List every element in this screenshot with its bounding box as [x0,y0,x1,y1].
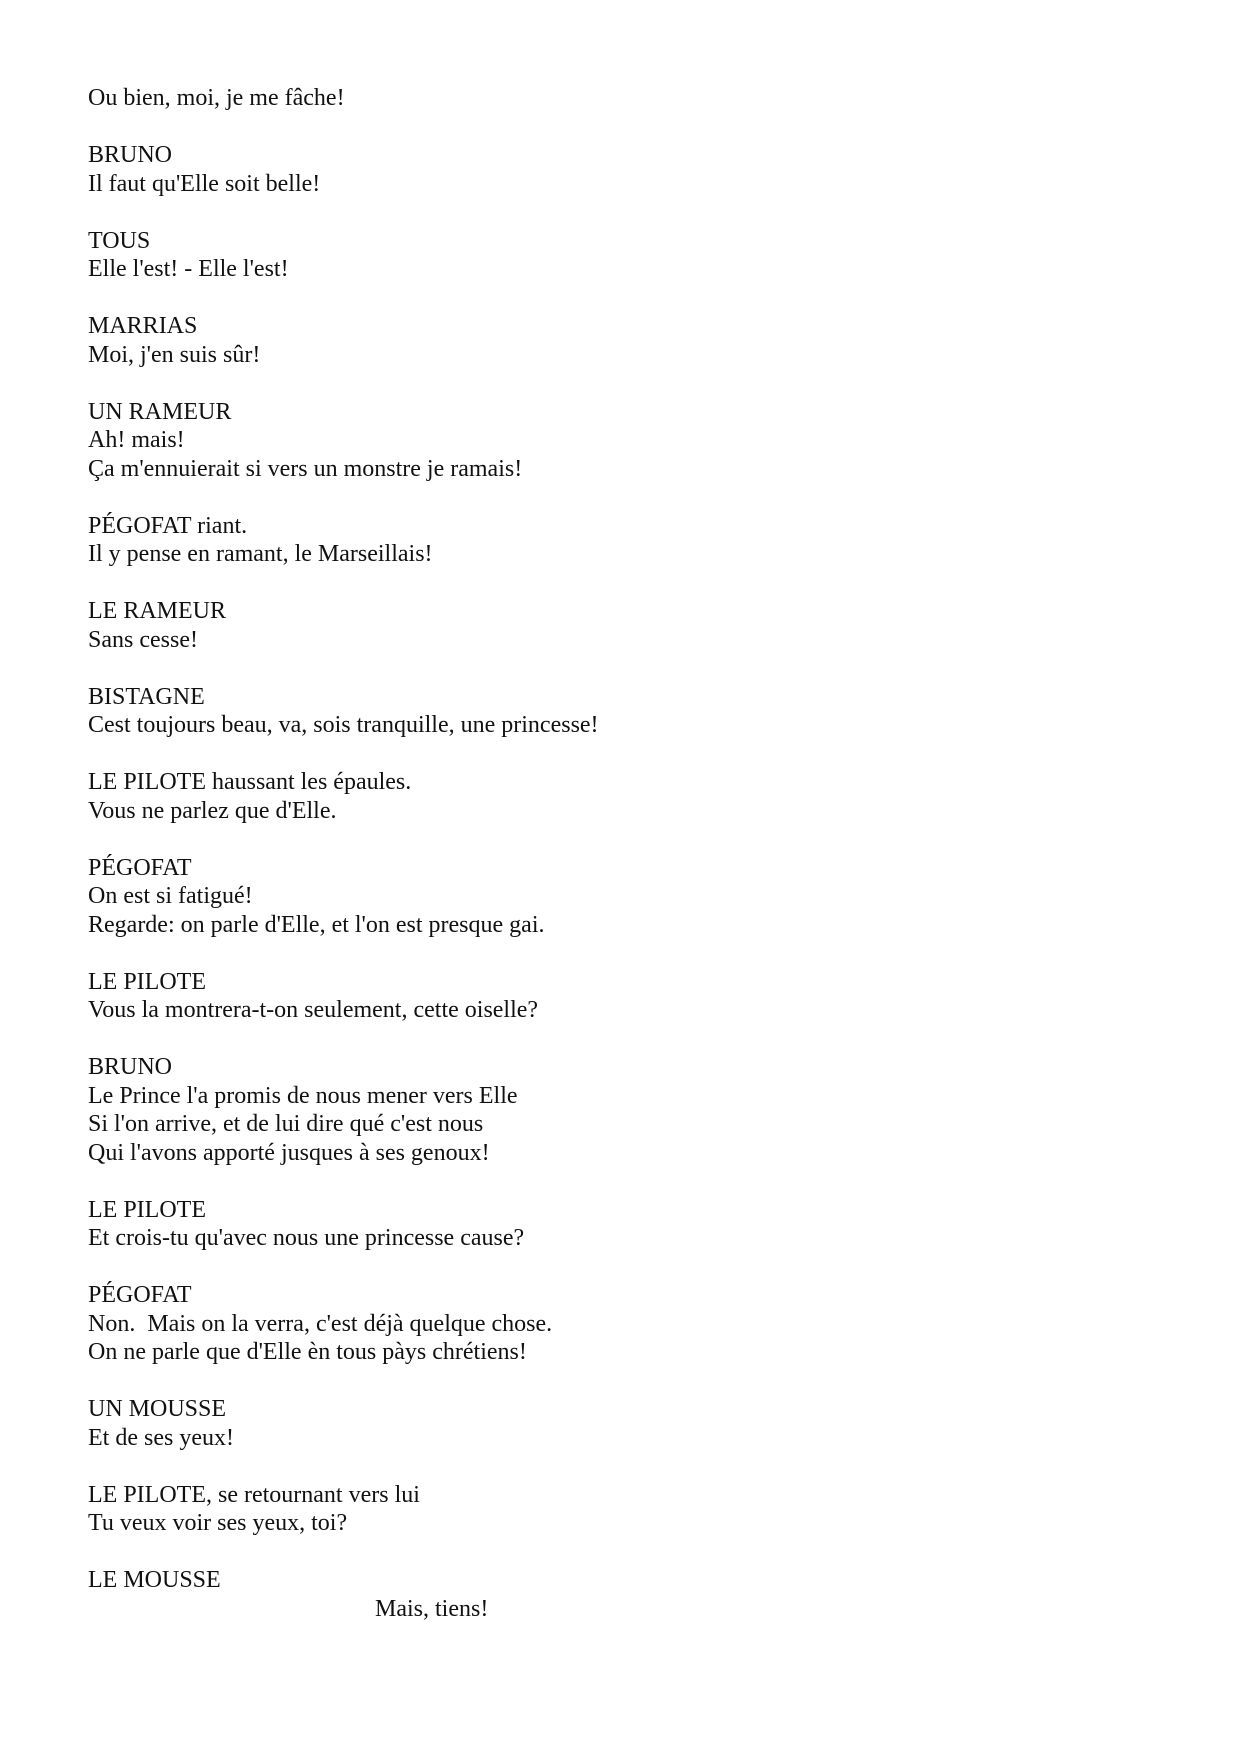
dialogue-line: Sans cesse! [88,626,198,653]
dialogue-line: Vous la montrera-t-on seulement, cette oiselle? [88,997,539,1023]
speaker-name: TOUS [88,227,151,254]
speaker-name: LE MOUSSE [88,1567,221,1593]
dialogue-block [88,141,1188,198]
dialogue-block [88,312,1188,369]
dialogue-block [88,1481,1188,1538]
speaker-name: LE PILOTE [88,1196,206,1223]
dialogue-block [88,1053,1188,1167]
dialogue-line: Vous ne parlez que d'Elle. [88,797,337,824]
dialogue-block [88,1196,1188,1253]
dialogue-block [88,968,1188,1025]
dialogue-line: Ah! mais! [88,427,185,453]
play-script-text [88,84,1188,1623]
dialogue-line: Il faut qu'Elle soit belle! [88,170,321,197]
speaker-name: LE PILOTE haussant les épaules. [88,769,412,795]
dialogue-line: Si l'on arrive, et de lui dire qué c'est nous [88,1111,484,1137]
dialogue-line: Tu veux voir ses yeux, toi? [88,1510,348,1536]
dialogue-block [88,854,1188,940]
dialogue-line: Cest toujours beau, va, sois tranquille, une princesse! [88,712,599,738]
speaker-name: BISTAGNE [88,683,205,710]
dialogue-block [88,768,1188,825]
speaker-name: UN MOUSSE [88,1396,227,1422]
dialogue-line: Et de ses yeux! [88,1424,234,1451]
speaker-name: LE PILOTE, se retournant vers lui [88,1481,420,1508]
dialogue-line: Mais, tiens! [375,1595,489,1622]
dialogue-block [88,84,1188,113]
dialogue-line: Non. Mais on la verra, c'est déjà quelque chose. [88,1310,553,1337]
dialogue-line: Elle l'est! - Elle l'est! [88,256,289,282]
speaker-name: LE PILOTE [88,968,206,995]
dialogue-block [88,1566,1188,1623]
dialogue-block [88,1281,1188,1367]
speaker-name: MARRIAS [88,313,198,339]
dialogue-line: Le Prince l'a promis de nous mener vers Elle [88,1082,518,1109]
speaker-name: LE RAMEUR [88,598,226,624]
dialogue-block [88,683,1188,740]
dialogue-line: Qui l'avons apporté jusques à ses genoux! [88,1139,490,1166]
speaker-name: PÉGOFAT [88,854,192,881]
dialogue-line: Moi, j'en suis sûr! [88,341,261,368]
dialogue-block [88,227,1188,284]
speaker-name: PÉGOFAT [88,1282,192,1308]
dialogue-line: Et crois-tu qu'avec nous une princesse cause? [88,1225,525,1251]
dialogue-line: Regarde: on parle d'Elle, et l'on est presque gai. [88,911,545,938]
dialogue-line: Ça m'ennuierait si vers un monstre je ramais! [88,455,523,482]
dialogue-block [88,512,1188,569]
speaker-name: BRUNO [88,142,173,168]
speaker-name: BRUNO [88,1054,173,1080]
speaker-name: UN RAMEUR [88,398,232,425]
dialogue-line: On ne parle que d'Elle èn tous pàys chrétiens! [88,1339,527,1365]
dialogue-block [88,1395,1188,1452]
dialogue-line: Ou bien, moi, je me fâche! [88,85,345,111]
dialogue-line: Il y pense en ramant, le Marseillais! [88,541,433,567]
dialogue-line: On est si fatigué! [88,883,253,909]
speaker-name: PÉGOFAT riant. [88,512,248,539]
dialogue-block [88,398,1188,484]
dialogue-block [88,597,1188,654]
